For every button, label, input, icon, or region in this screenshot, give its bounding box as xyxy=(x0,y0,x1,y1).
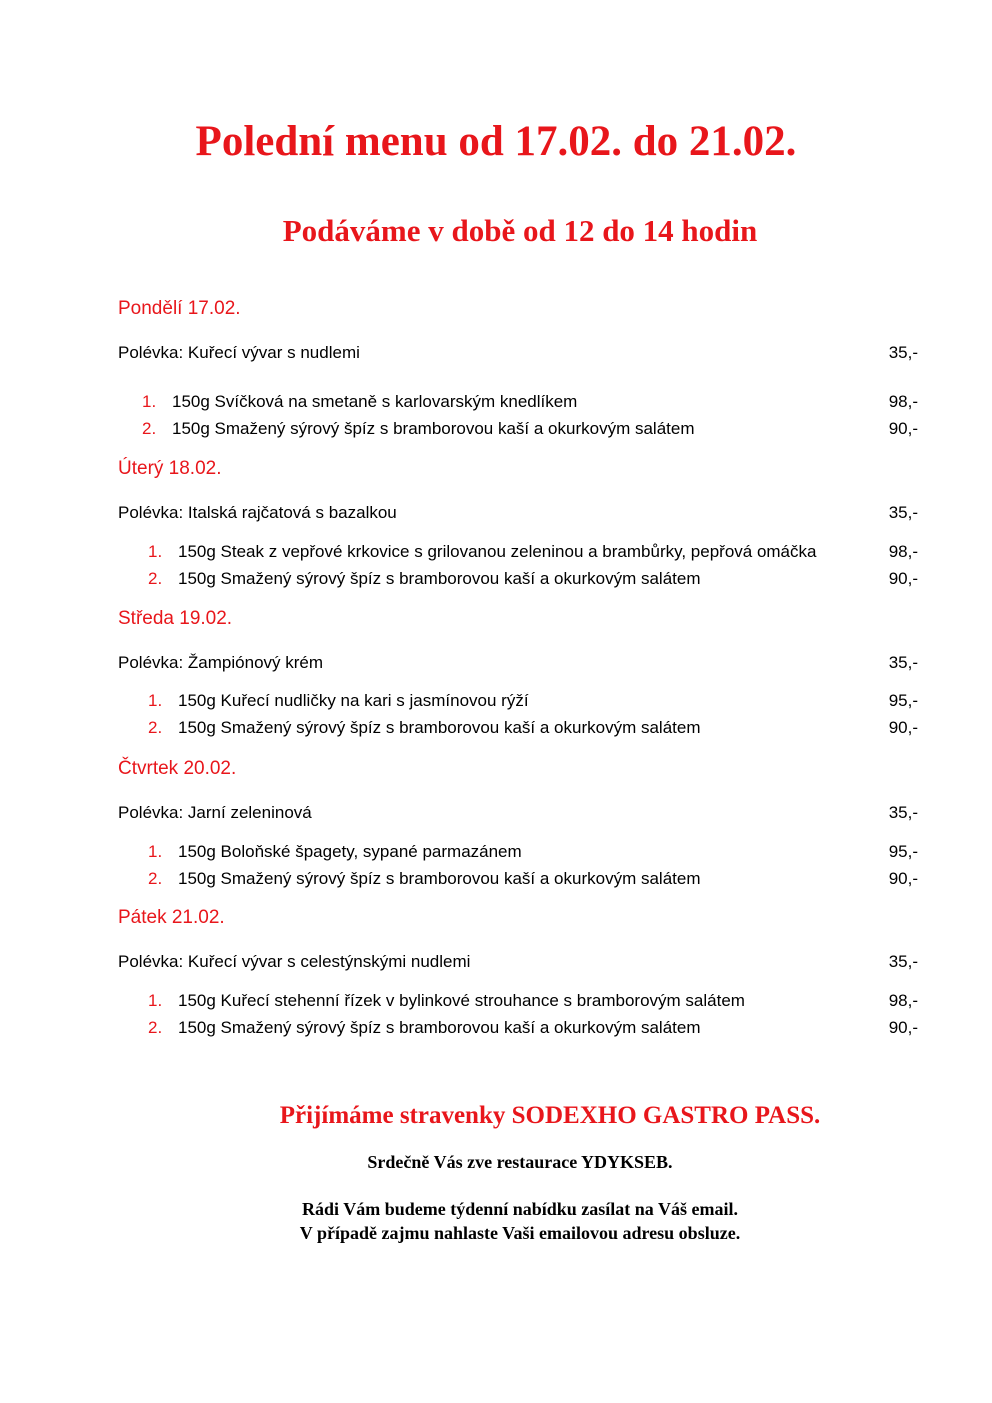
meal-price: 98,- xyxy=(888,392,918,411)
soup-price: 35,- xyxy=(888,952,918,971)
day-heading-tuesday: Úterý 18.02. xyxy=(118,458,222,479)
email-offer-line: Rádi Vám budeme týdenní nabídku zasílat na Váš email. xyxy=(302,1199,738,1219)
meal-number: 2. xyxy=(148,569,163,588)
meal-label: 150g Kuřecí stehenní řízek v bylinkové strouhance s bramborovým salátem xyxy=(178,991,745,1010)
soup-label: Polévka: Kuřecí vývar s celestýnskými nudlemi xyxy=(118,952,471,971)
meal-number: 1. xyxy=(148,991,163,1010)
soup-row xyxy=(118,801,918,825)
day-heading-thursday: Čtvrtek 20.02. xyxy=(118,758,237,779)
meal-price: 90,- xyxy=(888,1018,918,1037)
meal-row xyxy=(118,716,918,740)
meal-number: 1. xyxy=(148,542,163,561)
vouchers-note: Přijímáme stravenky SODEXHO GASTRO PASS. xyxy=(279,1102,821,1129)
day-heading-monday: Pondělí 17.02. xyxy=(118,298,241,319)
meal-row xyxy=(118,867,918,891)
soup-row xyxy=(118,501,918,525)
soup-price: 35,- xyxy=(888,343,918,362)
day-heading-wednesday: Středa 19.02. xyxy=(118,608,233,629)
soup-label: Polévka: Italská rajčatová s bazalkou xyxy=(118,503,397,522)
meal-number: 1. xyxy=(142,392,157,411)
page-subtitle: Podáváme v době od 12 do 14 hodin xyxy=(282,213,758,248)
meal-price: 90,- xyxy=(888,869,918,888)
meal-label: 150g Steak z vepřové krkovice s grilovanou zeleninou a brambůrky, pepřová omáčka xyxy=(178,542,817,561)
email-request-line: V případě zajmu nahlaste Vaši emailovou adresu obsluze. xyxy=(299,1223,741,1243)
meal-number: 2. xyxy=(148,869,163,888)
meal-label: 150g Smažený sýrový špíz s bramborovou kaší a okurkovým salátem xyxy=(172,419,695,438)
soup-row xyxy=(118,651,918,675)
meal-label: 150g Boloňské špagety, sypané parmazánem xyxy=(178,842,522,861)
meal-number: 1. xyxy=(148,691,163,710)
meal-row xyxy=(118,989,918,1013)
soup-row xyxy=(118,341,918,365)
meal-price: 90,- xyxy=(888,419,918,438)
soup-label: Polévka: Jarní zeleninová xyxy=(118,803,312,822)
meal-price: 90,- xyxy=(888,718,918,737)
day-heading-friday: Pátek 21.02. xyxy=(118,907,225,928)
meal-price: 98,- xyxy=(888,991,918,1010)
invitation-line: Srdečně Vás zve restaurace YDYKSEB. xyxy=(367,1152,673,1172)
meal-label: 150g Smažený sýrový špíz s bramborovou kaší a okurkovým salátem xyxy=(178,569,701,588)
page-title: Polední menu od 17.02. do 21.02. xyxy=(195,118,797,165)
meal-row xyxy=(118,417,918,441)
meal-label: 150g Kuřecí nudličky na kari s jasmínovou rýží xyxy=(178,691,529,710)
meal-row xyxy=(118,1016,918,1040)
soup-row xyxy=(118,950,918,974)
soup-price: 35,- xyxy=(888,503,918,522)
meal-row xyxy=(118,540,918,564)
soup-price: 35,- xyxy=(888,803,918,822)
meal-price: 90,- xyxy=(888,569,918,588)
meal-number: 1. xyxy=(148,842,163,861)
meal-row xyxy=(118,390,918,414)
meal-row xyxy=(118,689,918,713)
meal-label: 150g Smažený sýrový špíz s bramborovou kaší a okurkovým salátem xyxy=(178,718,701,737)
meal-number: 2. xyxy=(148,1018,163,1037)
meal-number: 2. xyxy=(142,419,157,438)
meal-row xyxy=(118,840,918,864)
meal-label: 150g Smažený sýrový špíz s bramborovou kaší a okurkovým salátem xyxy=(178,1018,701,1037)
meal-number: 2. xyxy=(148,718,163,737)
meal-label: 150g Smažený sýrový špíz s bramborovou kaší a okurkovým salátem xyxy=(178,869,701,888)
soup-price: 35,- xyxy=(888,653,918,672)
soup-label: Polévka: Kuřecí vývar s nudlemi xyxy=(118,343,360,362)
meal-row xyxy=(118,567,918,591)
soup-label: Polévka: Žampiónový krém xyxy=(118,653,324,672)
meal-label: 150g Svíčková na smetaně s karlovarským knedlíkem xyxy=(172,392,578,411)
meal-price: 95,- xyxy=(888,842,918,861)
meal-price: 95,- xyxy=(888,691,918,710)
meal-price: 98,- xyxy=(888,542,918,561)
